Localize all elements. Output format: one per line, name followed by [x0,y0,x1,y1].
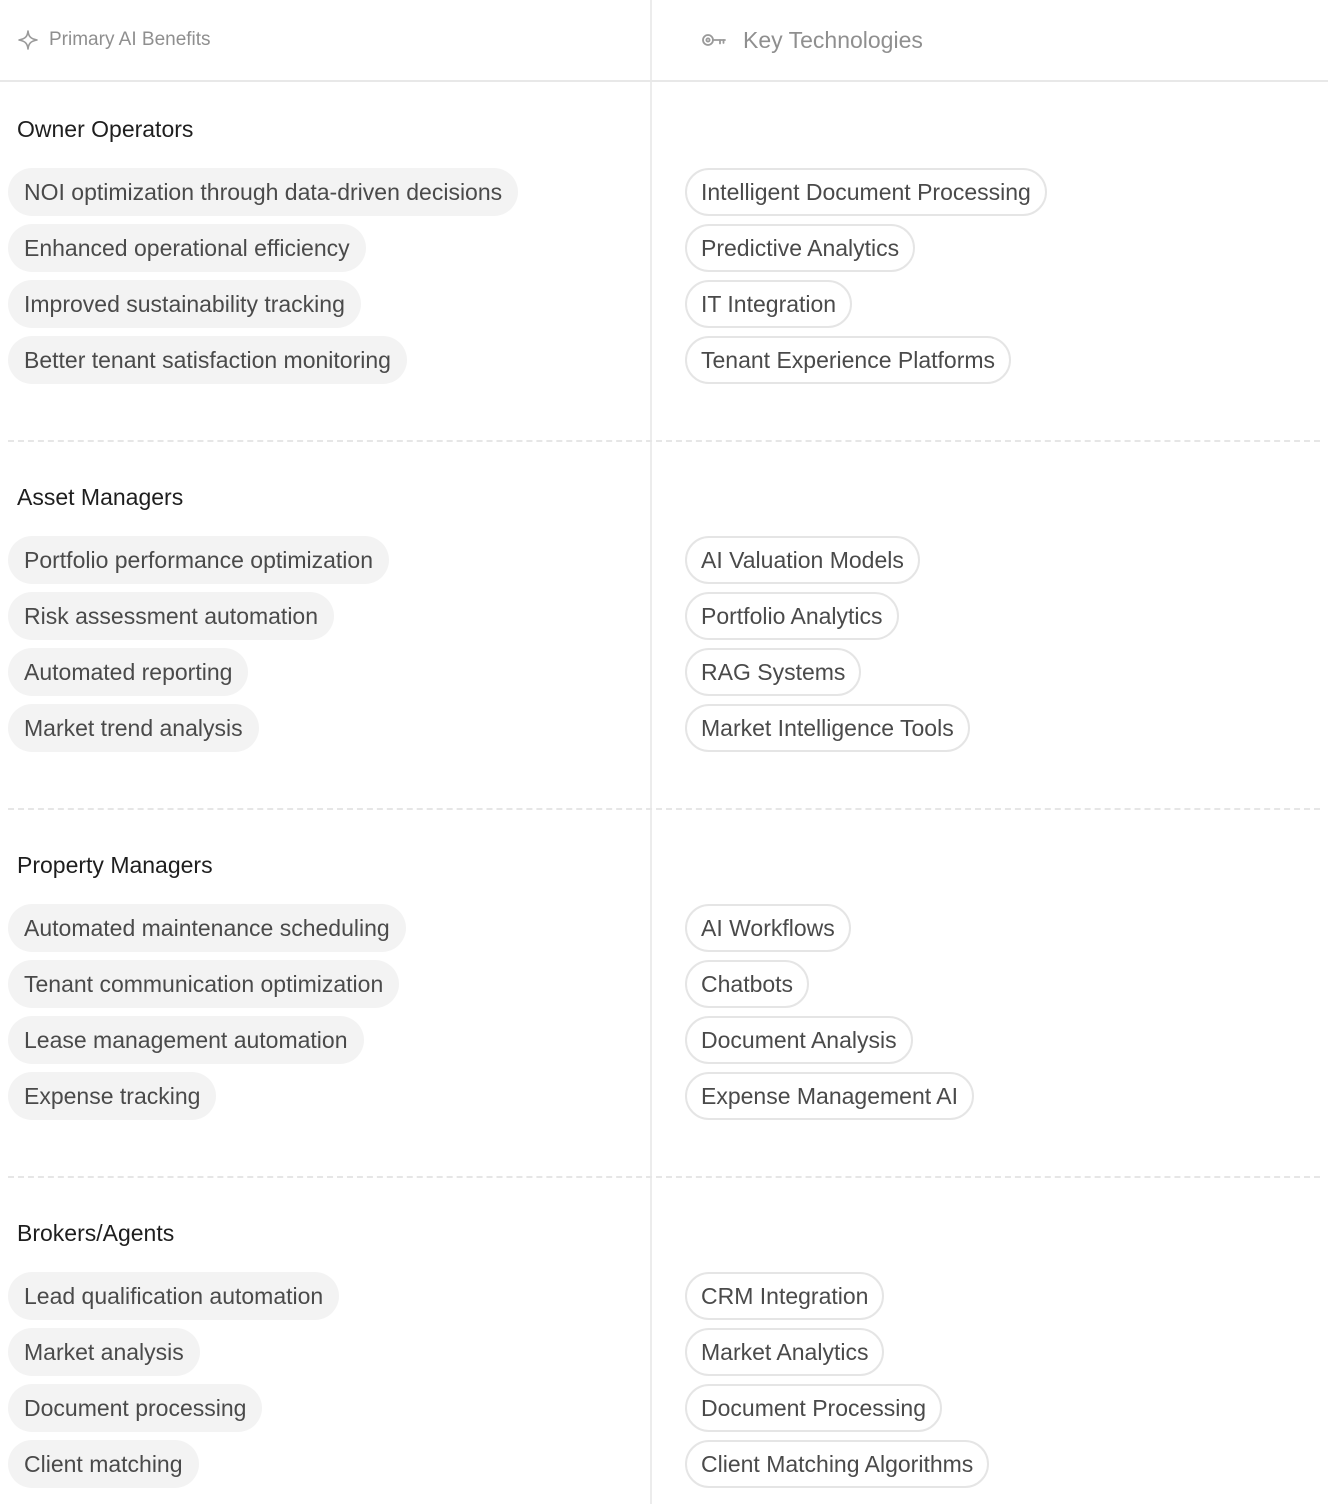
technology-pill: Document Processing [685,1384,942,1432]
benefit-pill: Market analysis [8,1328,200,1376]
benefit-pill: Client matching [8,1440,199,1488]
header-benefits-label: Primary AI Benefits [49,29,211,50]
technologies-list [685,1272,989,1488]
benefit-pill: Better tenant satisfaction monitoring [8,336,407,384]
technologies-list [685,536,970,752]
benefits-list [8,904,406,1120]
technology-pill: Document Analysis [685,1016,913,1064]
section-title: Property Managers [17,852,213,878]
benefit-pill: Lease management automation [8,1016,364,1064]
benefit-pill: Enhanced operational efficiency [8,224,366,272]
section-property-managers [0,810,1328,1178]
technology-pill: Market Analytics [685,1328,884,1376]
technology-pill: Predictive Analytics [685,224,915,272]
technologies-list [685,904,974,1120]
benefit-pill: NOI optimization through data-driven decisions [8,168,518,216]
benefits-list [8,536,389,752]
section-title: Asset Managers [17,484,184,510]
benefit-pill: Risk assessment automation [8,592,334,640]
section-owner-operators [0,74,1328,442]
technology-pill: CRM Integration [685,1272,884,1320]
technology-pill: AI Workflows [685,904,851,952]
technology-pill: Tenant Experience Platforms [685,336,1011,384]
section-title: Owner Operators [17,116,194,142]
technology-pill: RAG Systems [685,648,861,696]
technologies-list [685,168,1047,384]
technology-pill: AI Valuation Models [685,536,920,584]
section-brokers-agents [0,1178,1328,1504]
benefits-list [8,168,518,384]
benefit-pill: Document processing [8,1384,262,1432]
benefit-pill: Lead qualification automation [8,1272,339,1320]
technology-pill: Chatbots [685,960,809,1008]
technology-pill: Intelligent Document Processing [685,168,1047,216]
header-benefits [17,0,211,80]
sparkle-icon [17,29,39,51]
benefit-pill: Expense tracking [8,1072,216,1120]
technology-pill: Expense Management AI [685,1072,974,1120]
benefit-pill: Market trend analysis [8,704,259,752]
benefit-pill: Portfolio performance optimization [8,536,389,584]
technology-pill: Market Intelligence Tools [685,704,970,752]
technology-pill: IT Integration [685,280,852,328]
section-title: Brokers/Agents [17,1220,175,1246]
benefits-list [8,1272,339,1488]
table-header [0,0,1328,82]
technology-pill: Portfolio Analytics [685,592,899,640]
benefit-pill: Tenant communication optimization [8,960,399,1008]
benefit-pill: Automated maintenance scheduling [8,904,406,952]
key-icon [701,31,727,49]
benefit-pill: Automated reporting [8,648,248,696]
header-technologies [701,0,923,80]
benefit-pill: Improved sustainability tracking [8,280,361,328]
section-asset-managers [0,442,1328,810]
technology-pill: Client Matching Algorithms [685,1440,989,1488]
header-technologies-label: Key Technologies [743,26,923,53]
